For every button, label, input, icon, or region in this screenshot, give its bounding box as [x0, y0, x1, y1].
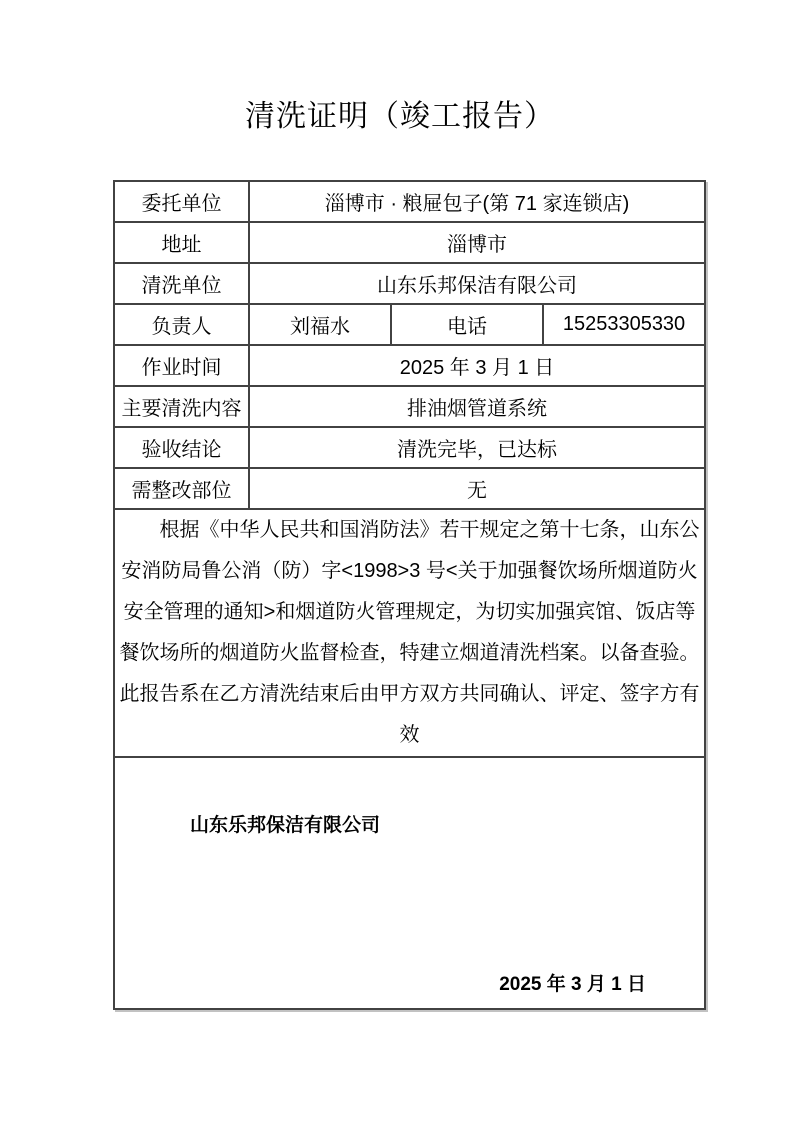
table-row-signature [114, 757, 705, 1009]
field-label-work-time: 作业时间 [114, 345, 249, 386]
field-label-cleaning-unit: 清洗单位 [114, 263, 249, 304]
table-row-entrusting-unit [114, 181, 705, 222]
page-title: 清洗证明（竣工报告） [245, 100, 555, 133]
field-label-address: 地址 [114, 222, 249, 263]
signature-company-name: 山东乐邦保洁有限公司 [190, 815, 381, 836]
table-row-address [114, 222, 705, 263]
field-value-address: 淄博市 [249, 222, 705, 263]
table-row-legal-notes [114, 509, 705, 757]
legal-notes-paragraph: 根据《中华人民共和国消防法》若干规定之第十七条，山东公安消防局鲁公消（防）字<1998>3 号<关于加强餐饮场所烟道防火安全管理的通知>和烟道防火管理规定，为切实加强宾馆、饭店等餐饮场所的烟道防火监督检查，特建立烟道清洗档案。以备查验。此报告系在乙方清洗结束后由甲方双方共同确认、评定、签字方有效 [114, 509, 705, 757]
field-value-acceptance-conclusion: 清洗完毕，已达标 [249, 427, 705, 468]
signature-date: 2025 年 3 月 1 日 [499, 974, 647, 995]
field-value-work-time: 2025 年 3 月 1 日 [249, 345, 705, 386]
field-value-phone: 15253305330 [543, 304, 705, 345]
field-value-rectification-parts: 无 [249, 468, 705, 509]
field-label-phone: 电话 [391, 304, 543, 345]
field-label-entrusting-unit: 委托单位 [114, 181, 249, 222]
field-label-rectification-parts: 需整改部位 [114, 468, 249, 509]
field-label-acceptance-conclusion: 验收结论 [114, 427, 249, 468]
field-value-person-in-charge: 刘福水 [249, 304, 391, 345]
field-value-cleaning-content: 排油烟管道系统 [249, 386, 705, 427]
table-row-person-in-charge [114, 304, 705, 345]
report-table [113, 180, 706, 1010]
table-row-rectification-parts [114, 468, 705, 509]
signature-cell [114, 757, 705, 1009]
field-value-cleaning-unit: 山东乐邦保洁有限公司 [249, 263, 705, 304]
table-row-cleaning-content [114, 386, 705, 427]
table-row-acceptance-conclusion [114, 427, 705, 468]
field-value-entrusting-unit: 淄博市 · 粮屉包子(第 71 家连锁店) [249, 181, 705, 222]
field-label-person-in-charge: 负责人 [114, 304, 249, 345]
table-row-cleaning-unit [114, 263, 705, 304]
table-row-work-time [114, 345, 705, 386]
field-label-cleaning-content: 主要清洗内容 [114, 386, 249, 427]
